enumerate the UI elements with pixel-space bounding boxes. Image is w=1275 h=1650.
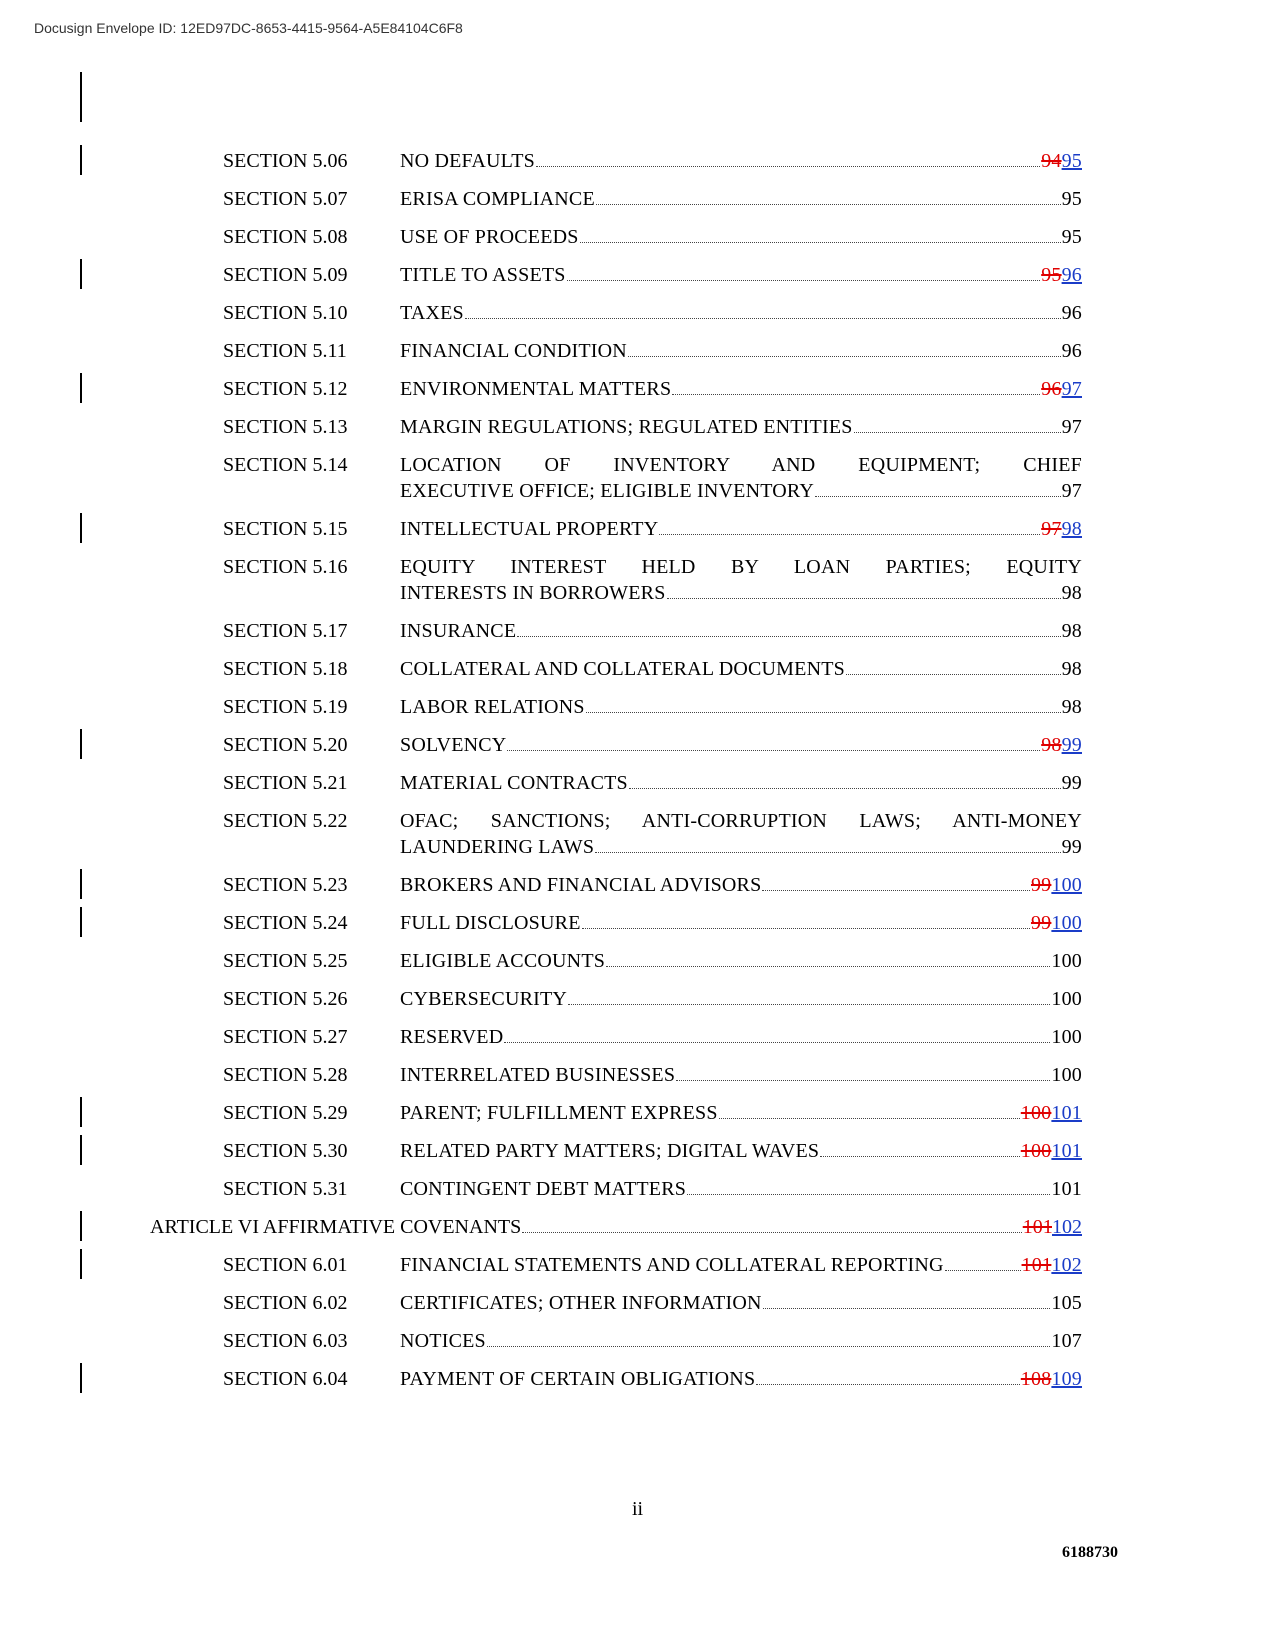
section-title <box>400 186 1082 212</box>
section-number: SECTION 5.06 <box>223 150 348 172</box>
entry-title: RESERVED <box>400 1026 504 1048</box>
page-ref[interactable] <box>1041 516 1082 542</box>
dot-leader <box>846 674 1061 675</box>
section-title <box>400 224 1082 250</box>
dot-leader <box>504 1042 1050 1043</box>
section-title <box>400 554 1082 606</box>
change-bar <box>80 869 82 899</box>
dot-leader <box>676 1080 1050 1081</box>
entry-title: ENVIRONMENTAL MATTERS <box>400 378 672 400</box>
section-title <box>400 516 1082 542</box>
entry-title: PARENT; FULFILLMENT EXPRESS <box>400 1102 718 1124</box>
inserted-page-ref[interactable]: 95 <box>1061 150 1082 172</box>
section-title <box>400 1176 1082 1202</box>
section-title <box>400 1252 1082 1278</box>
entry-title: CONTINGENT DEBT MATTERS <box>400 1178 687 1200</box>
change-bar <box>80 1249 82 1279</box>
dot-leader <box>815 496 1061 497</box>
section-number: SECTION 5.07 <box>223 188 348 210</box>
page-ref[interactable]: 98 <box>1061 582 1082 604</box>
page-ref[interactable]: 101 <box>1051 1178 1082 1200</box>
page-ref[interactable]: 95 <box>1061 226 1082 248</box>
dot-leader <box>465 318 1061 319</box>
section-title <box>400 338 1082 364</box>
entry-title: COLLATERAL AND COLLATERAL DOCUMENTS <box>400 658 845 680</box>
section-title <box>400 1100 1082 1126</box>
entry-title: FULL DISCLOSURE <box>400 912 581 934</box>
page-ref[interactable]: 100 <box>1051 1026 1082 1048</box>
section-title <box>400 300 1082 326</box>
deleted-page-ref: 96 <box>1041 378 1062 400</box>
inserted-page-ref[interactable]: 102 <box>1051 1254 1082 1276</box>
section-number: SECTION 5.09 <box>223 264 348 286</box>
page-ref[interactable] <box>1021 1366 1082 1392</box>
entry-title: PAYMENT OF CERTAIN OBLIGATIONS <box>400 1368 756 1390</box>
change-bar <box>80 1211 82 1241</box>
deleted-page-ref: 101 <box>1022 1216 1052 1238</box>
entry-title: INSURANCE <box>400 620 517 642</box>
section-title <box>400 656 1082 682</box>
entry-title: FINANCIAL CONDITION <box>400 340 627 362</box>
dot-leader <box>536 166 1040 167</box>
section-number: SECTION 5.14 <box>223 454 348 476</box>
dot-leader <box>854 432 1061 433</box>
inserted-page-ref[interactable]: 109 <box>1051 1368 1082 1390</box>
page-ref[interactable]: 98 <box>1061 696 1082 718</box>
page-ref[interactable] <box>1021 1100 1082 1126</box>
section-number: SECTION 6.04 <box>223 1368 348 1390</box>
section-number: SECTION 5.16 <box>223 556 348 578</box>
entry-title: FINANCIAL STATEMENTS AND COLLATERAL REPORTING <box>400 1254 944 1276</box>
entry-title: MARGIN REGULATIONS; REGULATED ENTITIES <box>400 416 853 438</box>
section-number: SECTION 5.29 <box>223 1102 348 1124</box>
section-number: SECTION 6.03 <box>223 1330 348 1352</box>
dot-leader <box>628 356 1061 357</box>
page-ref[interactable]: 105 <box>1051 1292 1082 1314</box>
dot-leader <box>629 788 1061 789</box>
section-number: SECTION 5.22 <box>223 810 348 832</box>
dot-leader <box>763 1308 1051 1309</box>
deleted-page-ref: 101 <box>1021 1254 1052 1276</box>
change-bar <box>80 145 82 175</box>
section-number: SECTION 5.17 <box>223 620 348 642</box>
page-ref[interactable]: 97 <box>1061 416 1082 438</box>
dot-leader <box>596 204 1061 205</box>
inserted-page-ref[interactable]: 100 <box>1051 912 1082 934</box>
dot-leader <box>487 1346 1051 1347</box>
section-number: SECTION 5.15 <box>223 518 348 540</box>
section-title <box>400 452 1082 504</box>
section-title <box>400 770 1082 796</box>
section-number: SECTION 5.28 <box>223 1064 348 1086</box>
dot-leader <box>945 1270 1021 1271</box>
dot-leader <box>580 242 1061 243</box>
section-title <box>400 910 1082 936</box>
page-ref[interactable]: 95 <box>1061 188 1082 210</box>
dot-leader <box>672 394 1040 395</box>
article-heading <box>150 1214 1082 1240</box>
section-number: SECTION 5.18 <box>223 658 348 680</box>
deleted-page-ref: 94 <box>1041 150 1062 172</box>
title-line-2: EXECUTIVE OFFICE; ELIGIBLE INVENTORY <box>400 480 815 502</box>
inserted-page-ref[interactable]: 99 <box>1061 734 1082 756</box>
document-number: 6188730 <box>1062 1544 1118 1561</box>
deleted-page-ref: 100 <box>1020 1102 1052 1124</box>
change-bar <box>80 259 82 289</box>
page-ref[interactable]: 96 <box>1061 302 1082 324</box>
deleted-page-ref: 100 <box>1020 1140 1052 1162</box>
page-ref[interactable]: 100 <box>1051 988 1082 1010</box>
section-number: SECTION 6.02 <box>223 1292 348 1314</box>
envelope-id: Docusign Envelope ID: 12ED97DC-8653-4415-9564-A5E84104C6F8 <box>34 20 463 36</box>
page-ref[interactable] <box>1023 1214 1082 1240</box>
page-ref[interactable]: 98 <box>1061 620 1082 642</box>
title-line-1: OFAC; SANCTIONS; ANTI-CORRUPTION LAWS; ANTI-MONEY <box>400 810 1082 832</box>
dot-leader <box>659 534 1040 535</box>
page-ref[interactable]: 99 <box>1061 836 1082 858</box>
deleted-page-ref: 99 <box>1030 912 1052 934</box>
dot-leader <box>568 1004 1050 1005</box>
section-number: SECTION 5.25 <box>223 950 348 972</box>
section-title <box>400 1328 1082 1354</box>
inserted-page-ref[interactable]: 100 <box>1051 874 1082 896</box>
dot-leader <box>595 852 1060 853</box>
entry-title: SOLVENCY <box>400 734 507 756</box>
page-ref[interactable]: 97 <box>1061 480 1082 502</box>
section-title <box>400 148 1082 174</box>
section-title <box>400 414 1082 440</box>
section-title <box>400 1138 1082 1164</box>
change-bar <box>80 373 82 403</box>
entry-title: NOTICES <box>400 1330 486 1352</box>
page-ref[interactable] <box>1031 910 1082 936</box>
entry-title: LABOR RELATIONS <box>400 696 585 718</box>
page-ref[interactable] <box>1041 262 1082 288</box>
deleted-page-ref: 99 <box>1030 874 1052 896</box>
section-title <box>400 618 1082 644</box>
entry-title: INTERRELATED BUSINESSES <box>400 1064 676 1086</box>
section-title <box>400 262 1082 288</box>
section-number: SECTION 5.08 <box>223 226 348 248</box>
dot-leader <box>582 928 1030 929</box>
section-title <box>400 986 1082 1012</box>
section-number: SECTION 5.20 <box>223 734 348 756</box>
section-number: SECTION 5.10 <box>223 302 348 324</box>
inserted-page-ref[interactable]: 96 <box>1061 264 1082 286</box>
page-ref[interactable]: 100 <box>1051 950 1082 972</box>
section-title <box>400 872 1082 898</box>
change-bar <box>80 1363 82 1393</box>
section-number: SECTION 6.01 <box>223 1254 348 1276</box>
dot-leader <box>507 750 1040 751</box>
page-number: ii <box>631 1498 644 1520</box>
entry-title: USE OF PROCEEDS <box>400 226 579 248</box>
page-ref[interactable] <box>1041 148 1082 174</box>
section-title <box>400 808 1082 860</box>
inserted-page-ref[interactable]: 101 <box>1051 1102 1082 1124</box>
dot-leader <box>762 890 1030 891</box>
entry-title: MATERIAL CONTRACTS <box>400 772 628 794</box>
section-number: SECTION 5.31 <box>223 1178 348 1200</box>
entry-title: TITLE TO ASSETS <box>400 264 566 286</box>
section-number: SECTION 5.21 <box>223 772 348 794</box>
page-ref[interactable]: 98 <box>1061 658 1082 680</box>
title-line-2: INTERESTS IN BORROWERS <box>400 582 666 604</box>
section-number: SECTION 5.13 <box>223 416 348 438</box>
title-line-1: LOCATION OF INVENTORY AND EQUIPMENT; CHIEF <box>400 454 1082 476</box>
deleted-page-ref: 108 <box>1020 1368 1052 1390</box>
section-title <box>400 732 1082 758</box>
page-ref[interactable]: 107 <box>1051 1330 1082 1352</box>
page-ref[interactable] <box>1031 872 1082 898</box>
section-number: SECTION 5.30 <box>223 1140 348 1162</box>
section-title <box>400 694 1082 720</box>
section-number: SECTION 5.27 <box>223 1026 348 1048</box>
entry-title: BROKERS AND FINANCIAL ADVISORS <box>400 874 762 896</box>
dot-leader <box>517 636 1060 637</box>
section-title <box>400 376 1082 402</box>
change-bar <box>80 1135 82 1165</box>
dot-leader <box>567 280 1041 281</box>
dot-leader <box>719 1118 1020 1119</box>
inserted-page-ref[interactable]: 101 <box>1051 1140 1082 1162</box>
deleted-page-ref: 95 <box>1041 264 1062 286</box>
page-ref[interactable]: 96 <box>1061 340 1082 362</box>
section-title <box>400 1062 1082 1088</box>
dot-leader <box>606 966 1050 967</box>
page-ref[interactable]: 100 <box>1051 1064 1082 1086</box>
deleted-page-ref: 97 <box>1041 518 1062 540</box>
change-bar <box>80 513 82 543</box>
page-ref[interactable] <box>1022 1252 1082 1278</box>
entry-title: CERTIFICATES; OTHER INFORMATION <box>400 1292 762 1314</box>
deleted-page-ref: 98 <box>1041 734 1062 756</box>
section-number: SECTION 5.23 <box>223 874 348 896</box>
section-number: SECTION 5.11 <box>223 340 347 362</box>
change-bar <box>80 72 82 122</box>
section-number: SECTION 5.19 <box>223 696 348 718</box>
section-number: SECTION 5.24 <box>223 912 348 934</box>
dot-leader <box>820 1156 1020 1157</box>
entry-title: ARTICLE VI AFFIRMATIVE COVENANTS <box>150 1216 522 1238</box>
entry-title: ELIGIBLE ACCOUNTS <box>400 950 606 972</box>
title-line-1: EQUITY INTEREST HELD BY LOAN PARTIES; EQUITY <box>400 556 1082 578</box>
entry-title: NO DEFAULTS <box>400 150 535 172</box>
section-number: SECTION 5.12 <box>223 378 348 400</box>
entry-title: CYBERSECURITY <box>400 988 568 1010</box>
change-bar <box>80 1097 82 1127</box>
entry-title: INTELLECTUAL PROPERTY <box>400 518 659 540</box>
inserted-page-ref[interactable]: 102 <box>1052 1216 1082 1238</box>
dot-leader <box>756 1384 1020 1385</box>
title-line-2: LAUNDERING LAWS <box>400 836 595 858</box>
page-ref[interactable] <box>1041 376 1082 402</box>
page-ref[interactable] <box>1021 1138 1082 1164</box>
section-title <box>400 948 1082 974</box>
section-title <box>400 1290 1082 1316</box>
section-title <box>400 1024 1082 1050</box>
entry-title: RELATED PARTY MATTERS; DIGITAL WAVES <box>400 1140 820 1162</box>
page-ref[interactable] <box>1041 732 1082 758</box>
dot-leader <box>586 712 1061 713</box>
change-bar <box>80 729 82 759</box>
inserted-page-ref[interactable]: 98 <box>1061 518 1082 540</box>
change-bar <box>80 907 82 937</box>
section-title <box>400 1366 1082 1392</box>
dot-leader <box>687 1194 1050 1195</box>
entry-title: TAXES <box>400 302 464 324</box>
dot-leader <box>522 1232 1022 1233</box>
page-ref[interactable]: 99 <box>1061 772 1082 794</box>
section-number: SECTION 5.26 <box>223 988 348 1010</box>
dot-leader <box>667 598 1061 599</box>
inserted-page-ref[interactable]: 97 <box>1061 378 1082 400</box>
entry-title: ERISA COMPLIANCE <box>400 188 595 210</box>
